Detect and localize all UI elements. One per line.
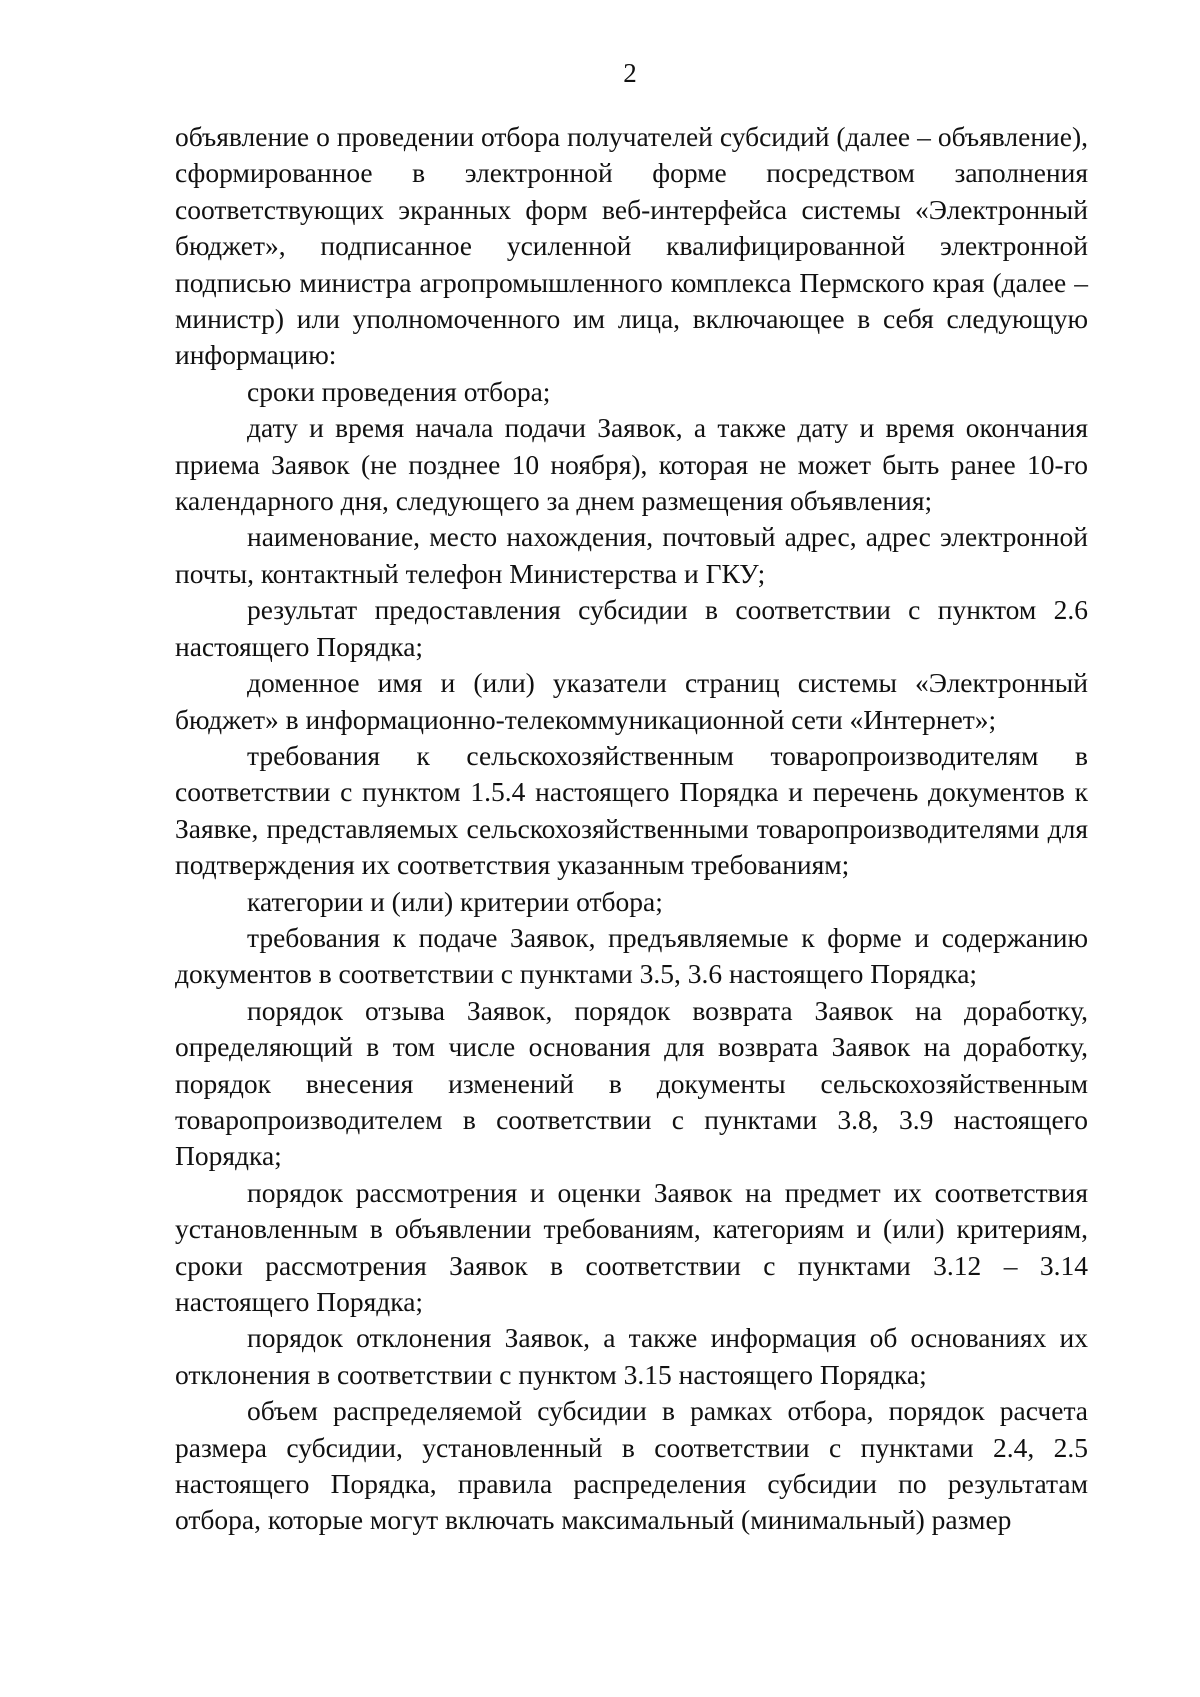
paragraph-list-item: дату и время начала подачи Заявок, а также дату и время окончания приема Заявок (не позднее 10 ноября), которая не может быть ранее 10-го календарного дня, следующего за днем размещения объявления; xyxy=(175,412,1088,517)
paragraph-list-item: наименование, место нахождения, почтовый адрес, адрес электронной почты, контактный телефон Министерства и ГКУ; xyxy=(175,521,1088,589)
paragraph-list-item: категории и (или) критерии отбора; xyxy=(247,885,663,917)
paragraph-list-item: доменное имя и (или) указатели страниц системы «Электронный бюджет» в информационно-телекоммуникационной сети «Интернет»; xyxy=(175,667,1088,735)
paragraph-list-item: сроки проведения отбора; xyxy=(247,375,551,407)
paragraph-list-item: порядок рассмотрения и оценки Заявок на предмет их соответствия установленным в объявлении требованиям, категориям и (или) критериям, сроки рассмотрения Заявок в соответствии с пунктами 3.12 – 3.14 настоящего Порядка; xyxy=(175,1176,1088,1317)
paragraph-intro: объявление о проведении отбора получателей субсидий (далее – объявление), сформированное в электронной форме посредством заполнения соответствующих экранных форм веб-интерфейса системы «Электронный бюджет», подписанное усиленной квалифицированной электронной подписью министра агропромышленного комплекса Пермского края (далее – министр) или уполномоченного им лица, включающее в себя следующую информацию: xyxy=(175,121,1088,371)
paragraph-list-item: требования к подаче Заявок, предъявляемые к форме и содержанию документов в соответствии с пунктами 3.5, 3.6 настоящего Порядка; xyxy=(175,921,1088,990)
paragraph-list-item: требования к сельскохозяйственным товаропроизводителям в соответствии с пунктом 1.5.4 настоящего Порядка и перечень документов к Заявке, представляемых сельскохозяйственными товаропроизводителями для подтверждения их соответствия указанным требованиям; xyxy=(175,739,1088,881)
paragraph-list-item: объем распределяемой субсидии в рамках отбора, порядок расчета размера субсидии, установленный в соответствии с пунктами 2.4, 2.5 настоящего Порядка, правила распределения субсидии по результатам отбора, которые могут включать максимальный (минимальный) размер xyxy=(175,1395,1088,1536)
paragraph-list-item: результат предоставления субсидии в соответствии с пунктом 2.6 настоящего Порядка; xyxy=(175,594,1088,662)
paragraph-list-item: порядок отзыва Заявок, порядок возврата Заявок на доработку, определяющий в том числе основания для возврата Заявок на доработку, порядок внесения изменений в документы сельскохозяйственным товаропроизводителем в соответствии с пунктами 3.8, 3.9 настоящего Порядка; xyxy=(175,994,1088,1172)
paragraph-list-item: порядок отклонения Заявок, а также информация об основаниях их отклонения в соответствии с пунктом 3.15 настоящего Порядка; xyxy=(175,1322,1088,1390)
page-number: 2 xyxy=(623,58,637,88)
document-body xyxy=(175,119,1088,1539)
